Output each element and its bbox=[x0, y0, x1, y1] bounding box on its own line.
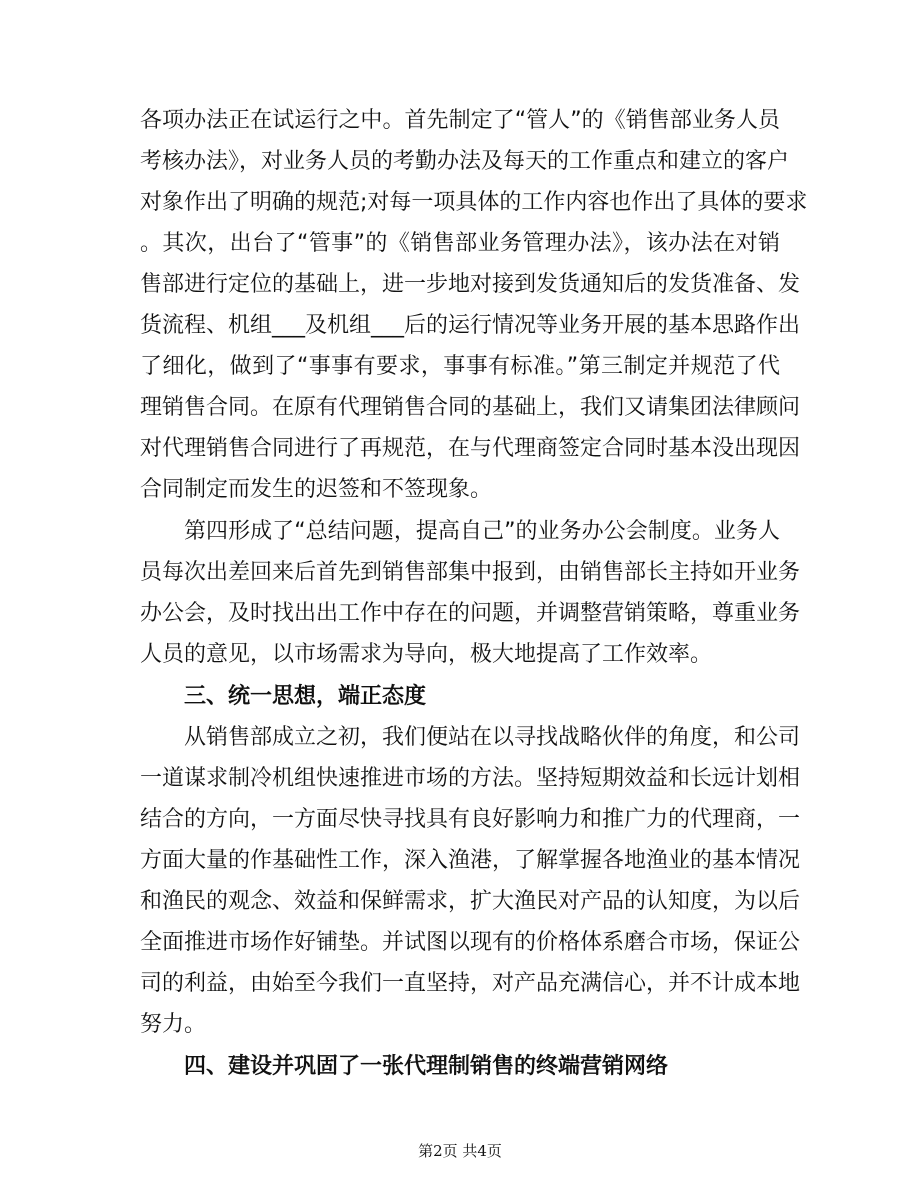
paragraph-3-line-1: 从销售部成立之初，我们便站在以寻找战略伙伴的角度，和公司 bbox=[184, 725, 801, 750]
paragraph-1-line-3: 对象作出了明确的规范;对每一项具体的工作内容也作出了具体的要求 bbox=[140, 190, 808, 215]
paragraph-3-line-3: 结合的方向，一方面尽快寻找具有良好影响力和推广力的代理商，一 bbox=[140, 807, 801, 832]
paragraph-2-line-2: 员每次出差回来后首先到销售部集中报到，由销售部长主持如开业务 bbox=[140, 560, 801, 585]
paragraph-1-line-2: 考核办法》，对业务人员的考勤办法及每天的工作重点和建立的客户 bbox=[140, 149, 790, 174]
page-number-footer: 第2页 共4页 bbox=[418, 1142, 502, 1160]
paragraph-1-line-8: 理销售合同。在原有代理销售合同的基础上，我们又请集团法律顾问 bbox=[140, 395, 801, 420]
paragraph-3-line-8: 努力。 bbox=[140, 1012, 207, 1037]
paragraph-3-line-6: 全面推进市场作好铺垫。并试图以现有的价格体系磨合市场，保证公 bbox=[140, 930, 801, 955]
paragraph-1-line-10: 合同制定而发生的迟签和不签现象。 bbox=[140, 477, 493, 502]
paragraph-2-line-4: 人员的意见，以市场需求为导向，极大地提高了工作效率。 bbox=[140, 642, 713, 667]
section-3-heading: 三、统一思想，端正态度 bbox=[184, 684, 427, 709]
paragraph-1-line-7: 了细化，做到了“事事有要求，事事有标准。”第三制定并规范了代 bbox=[140, 354, 780, 379]
paragraph-1-line-4: 。其次，出台了“管事”的《销售部业务管理办法》，该办法在对销 bbox=[140, 231, 780, 256]
paragraph-2-line-1: 第四形成了“总结问题，提高自己”的业务办公会制度。业务人 bbox=[184, 519, 780, 544]
paragraph-1-line-6: 货流程、机组___及机组___后的运行情况等业务开展的基本思路作出 bbox=[140, 313, 801, 338]
paragraph-3-line-4: 方面大量的作基础性工作，深入渔港，了解掌握各地渔业的基本情况 bbox=[140, 848, 801, 873]
paragraph-1-line-1: 各项办法正在试运行之中。首先制定了“管人”的《销售部业务人员 bbox=[140, 108, 780, 133]
paragraph-2-line-3: 办公会，及时找出出工作中存在的问题，并调整营销策略，尊重业务 bbox=[140, 601, 801, 626]
paragraph-3-line-2: 一道谋求制冷机组快速推进市场的方法。坚持短期效益和长远计划相 bbox=[140, 766, 801, 791]
paragraph-1-line-9: 对代理销售合同进行了再规范，在与代理商签定合同时基本没出现因 bbox=[140, 436, 801, 461]
paragraph-1-line-5: 售部进行定位的基础上，进一步地对接到发货通知后的发货准备、发 bbox=[140, 272, 801, 297]
section-4-heading: 四、建设并巩固了一张代理制销售的终端营销网络 bbox=[184, 1054, 669, 1079]
paragraph-3-line-5: 和渔民的观念、效益和保鲜需求，扩大渔民对产品的认知度，为以后 bbox=[140, 889, 801, 914]
paragraph-3-line-7: 司的利益，由始至今我们一直坚持，对产品充满信心，并不计成本地 bbox=[140, 971, 801, 996]
